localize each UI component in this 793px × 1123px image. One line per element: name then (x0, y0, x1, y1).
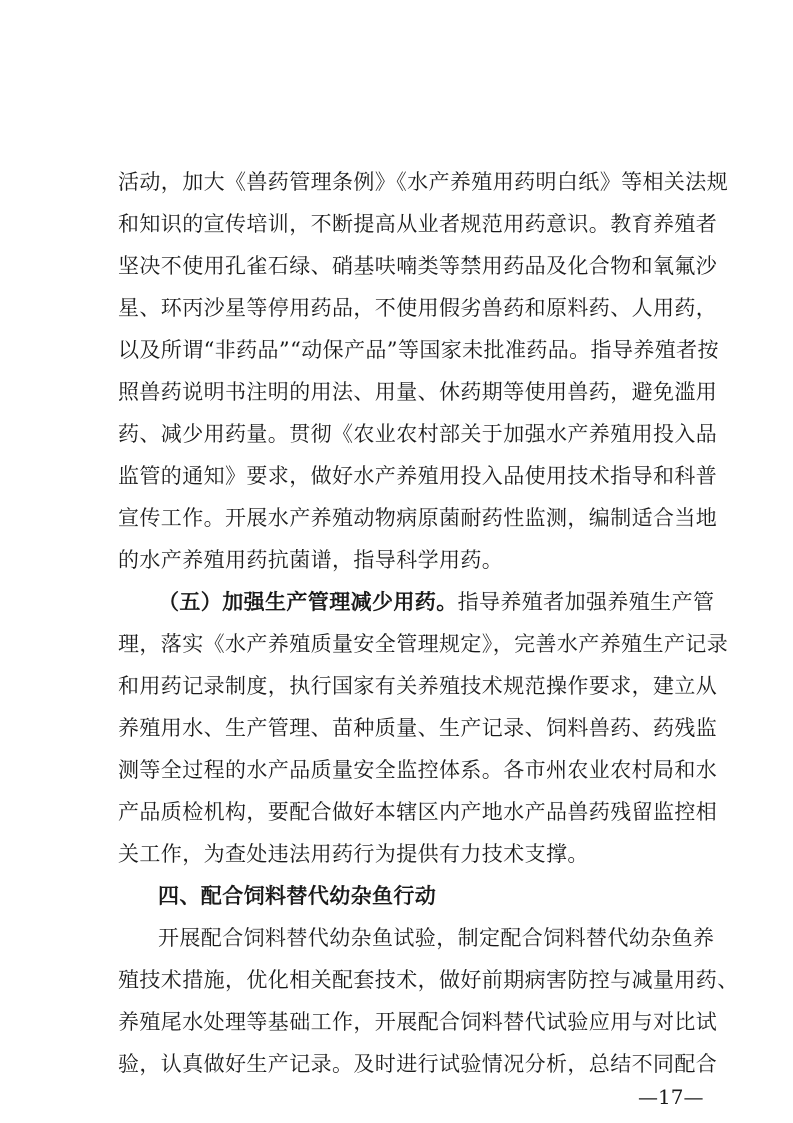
body-text-line: 药、减少用药量。贯彻《农业农村部关于加强水产养殖用投入品 (118, 422, 718, 446)
body-text-line: 坚决不使用孔雀石绿、硝基呋喃类等禁用药品及化合物和氧氟沙 (118, 254, 718, 278)
body-text-line: 宣传工作。开展水产养殖动物病原菌耐药性监测，编制适合当地 (118, 506, 718, 530)
body-text-fragment: 指导养殖者加强养殖生产管 (457, 590, 715, 614)
body-text-line: 星、环丙沙星等停用药品，不使用假劣兽药和原料药、人用药， (118, 296, 718, 320)
section-heading: 四、配合饲料替代幼杂鱼行动 (158, 883, 437, 908)
body-text-line: 的水产养殖用药抗菌谱，指导科学用药。 (118, 548, 504, 572)
body-text-line: 验，认真做好生产记录。及时进行试验情况分析，总结不同配合 (118, 1052, 718, 1076)
body-text-line: 开展配合饲料替代幼杂鱼试验，制定配合饲料替代幼杂鱼养 (158, 926, 715, 950)
body-text-line: 照兽药说明书注明的用法、用量、休药期等使用兽药，避免滥用 (118, 380, 718, 404)
body-text-line: 殖技术措施，优化相关配套技术，做好前期病害防控与减量用药、 (118, 968, 739, 992)
body-text-line: 产品质检机构，要配合做好本辖区内产地水产品兽药残留监控相 (118, 800, 718, 824)
subsection-heading: （五）加强生产管理减少用药。 (158, 589, 458, 614)
body-text-line: 活动，加大《兽药管理条例》《水产养殖用药明白纸》等相关法规 (118, 170, 729, 194)
subsection-first-line (158, 582, 715, 622)
page-number: —17— (638, 1085, 704, 1109)
body-text-line: 理，落实《水产养殖质量安全管理规定》，完善水产养殖生产记录 (118, 632, 729, 656)
body-text-line: 测等全过程的水产品质量安全监控体系。各市州农业农村局和水 (118, 758, 718, 782)
body-text-line: 养殖用水、生产管理、苗种质量、生产记录、饲料兽药、药残监 (118, 716, 718, 740)
body-text-line: 监管的通知》要求，做好水产养殖用投入品使用技术指导和科普 (118, 464, 718, 488)
body-text-line: 和知识的宣传培训，不断提高从业者规范用药意识。教育养殖者 (118, 212, 718, 236)
body-text-line: 以及所谓“非药品”“动保产品”等国家未批准药品。指导养殖者按 (118, 338, 719, 362)
body-text-line: 养殖尾水处理等基础工作，开展配合饲料替代试验应用与对比试 (118, 1010, 718, 1034)
body-text-line: 和用药记录制度，执行国家有关养殖技术规范操作要求，建立从 (118, 674, 718, 698)
body-text-line: 关工作，为查处违法用药行为提供有力技术支撑。 (118, 842, 589, 866)
